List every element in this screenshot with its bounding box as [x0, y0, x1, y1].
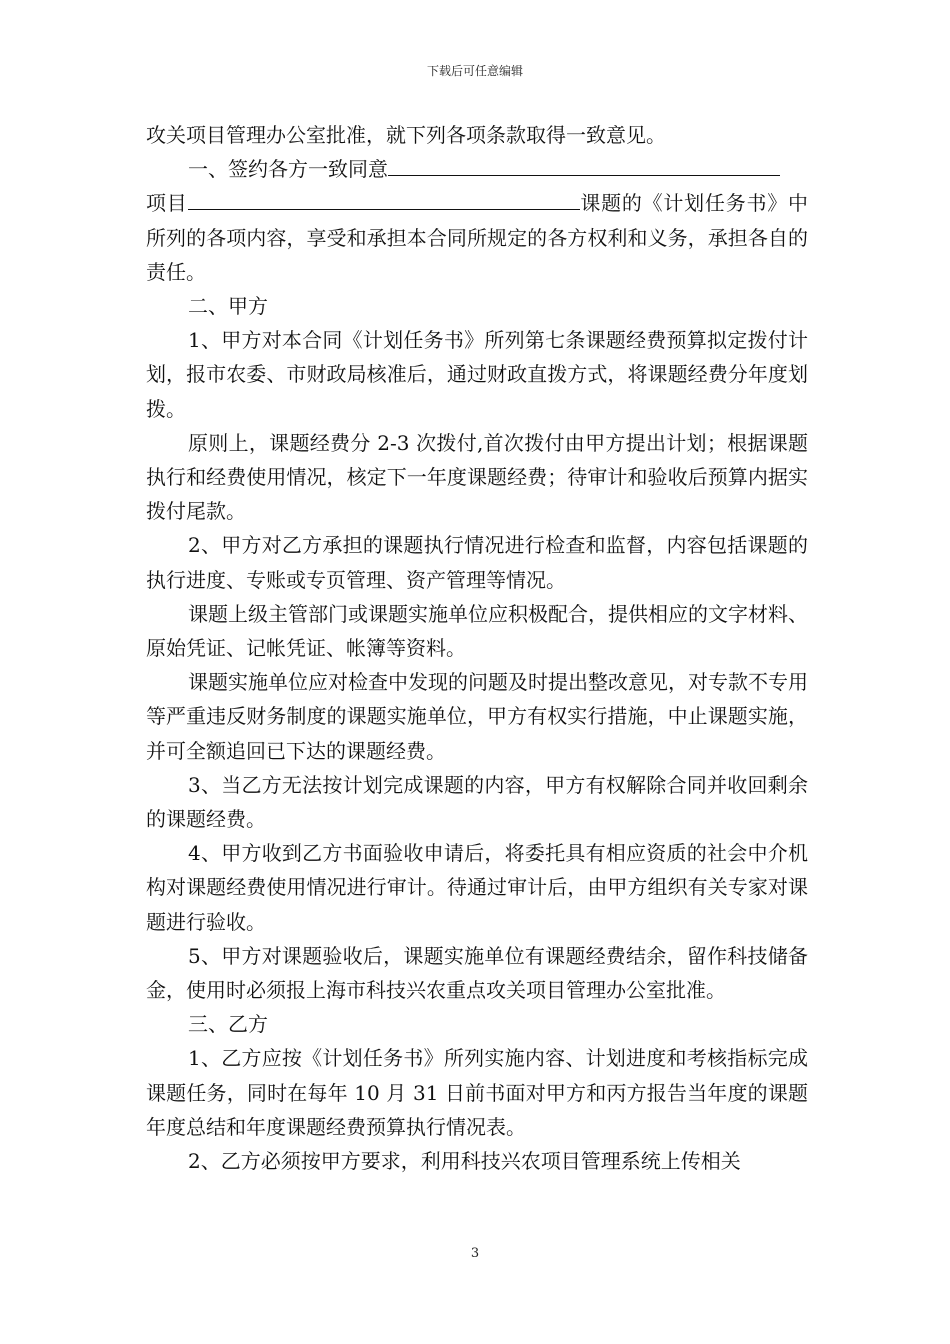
section-heading-party-b: 三、乙方: [188, 1012, 268, 1037]
paragraph: 课题上级主管部门或课题实施单位应积极配合，提供相应的文字材料、原始凭证、记帐凭证、帐簿等资料。: [146, 601, 808, 661]
paragraph: 2、乙方必须按甲方要求，利用科技兴农项目管理系统上传相关: [188, 1149, 741, 1174]
project-label: 项目: [146, 191, 188, 216]
paragraph: [146, 186, 808, 289]
section-heading-party-a: 二、甲方: [188, 294, 268, 319]
paragraph: 课题实施单位应对检查中发现的问题及时提出整改意见，对专款不专用等严重违反财务制度的课题实施单位，甲方有权实行措施，中止课题实施，并可全额追回已下达的课题经费。: [146, 670, 808, 763]
paragraph: 3、当乙方无法按计划完成课题的内容，甲方有权解除合同并收回剩余的课题经费。: [146, 772, 808, 832]
paragraph: 原则上，课题经费分 2-3 次拨付,首次拨付由甲方提出计划；根据课题执行和经费使用情况，核定下一年度课题经费；待审计和验收后预算内据实拨付尾款。: [146, 430, 808, 524]
blank-line: [188, 187, 580, 210]
paragraph: 4、甲方收到乙方书面验收申请后，将委托具有相应资质的社会中介机构对课题经费使用情况进行审计。待通过审计后，由甲方组织有关专家对课题进行验收。: [146, 841, 808, 934]
clause-heading-1: [146, 152, 808, 186]
paragraph: 1、甲方对本合同《计划任务书》所列第七条课题经费预算拟定拨付计划，报市农委、市财政局核准后，通过财政直拨方式，将课题经费分年度划拨。: [146, 328, 808, 421]
clause-text: 一、签约各方一致同意: [188, 157, 388, 182]
page-header: 下载后可任意编辑: [426, 64, 523, 78]
document-body: [146, 118, 808, 1178]
paragraph: 5、甲方对课题验收后，课题实施单位有课题经费结余，留作科技储备金，使用时必须报上海市科技兴农重点攻关项目管理办公室批准。: [146, 943, 808, 1003]
blank-line: [388, 153, 780, 176]
paragraph-text: 课题的《计划任务书》中所列的各项内容，享受和承担本合同所规定的各方权利和义务，承担各自的责任。: [146, 191, 809, 284]
paragraph: 攻关项目管理办公室批准，就下列各项条款取得一致意见。: [146, 123, 666, 147]
paragraph: 1、乙方应按《计划任务书》所列实施内容、计划进度和考核指标完成课题任务，同时在每年 10 月 31 日前书面对甲方和丙方报告当年度的课题年度总结和年度课题经费预算执行情况表。: [146, 1046, 808, 1139]
paragraph: 2、甲方对乙方承担的课题执行情况进行检查和监督，内容包括课题的执行进度、专账或专页管理、资产管理等情况。: [146, 533, 808, 592]
page-number: 3: [470, 1246, 480, 1261]
